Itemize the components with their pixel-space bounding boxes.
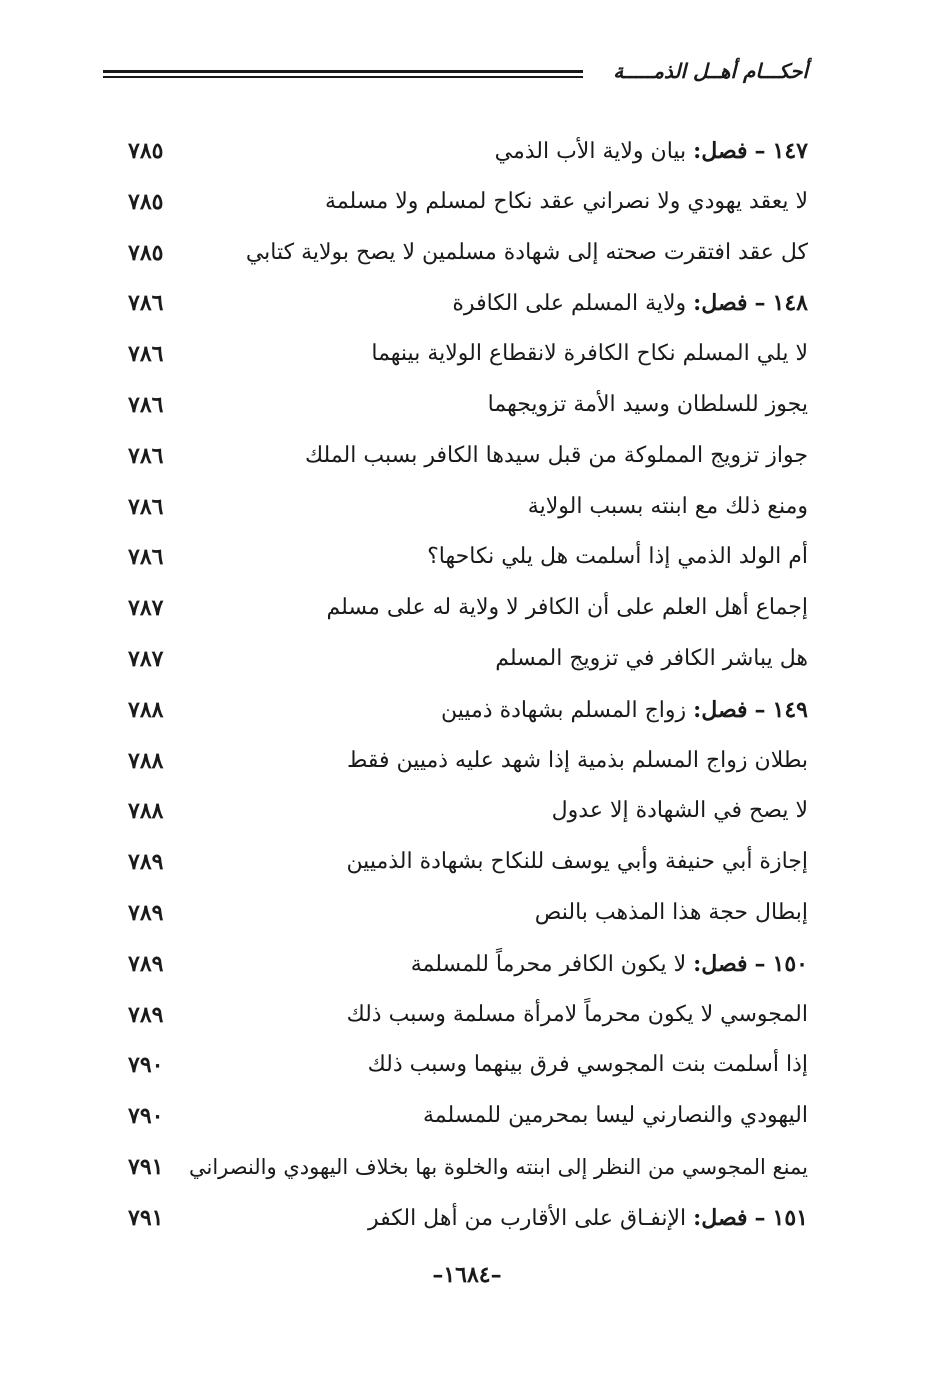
toc-section-row: [120, 278, 808, 329]
section-separator: –: [754, 290, 766, 317]
toc-entry-title: [327, 591, 808, 625]
toc-entry-title: [368, 1201, 808, 1236]
toc-page-number: ٧٨٥: [128, 239, 164, 266]
toc-page-number: ٧٨٩: [128, 950, 164, 977]
section-separator: –: [754, 696, 766, 723]
toc-page-number: ٧٩٠: [128, 1052, 164, 1079]
entry-text: جواز تزويج المملوكة من قبل سيدها الكافر بسبب الملك: [305, 442, 808, 468]
toc-entry-title: [441, 693, 808, 728]
section-label: فصل:: [693, 950, 748, 977]
toc-page-number: ٧٨٦: [128, 493, 164, 520]
entry-text: بيان ولاية الأب الذمي: [494, 139, 687, 164]
toc-page-number: ٧٨٩: [128, 1001, 164, 1028]
section-number: ١٤٩: [772, 696, 808, 723]
header-rule-thin: [103, 76, 583, 78]
toc-page-number: ٧٨٦: [128, 290, 164, 317]
toc-entry-title: [325, 185, 808, 219]
toc-page-number: ٧٩٠: [128, 1103, 164, 1130]
toc-entry-row: [120, 634, 808, 685]
toc-page-number: ٧٨٧: [128, 645, 164, 672]
entry-text: اليهودي والنصارني ليسا بمحرمين للمسلمة: [422, 1103, 808, 1129]
section-number: ١٤٨: [772, 290, 808, 317]
toc-entry-title: [347, 998, 808, 1032]
toc-entry-row: [120, 177, 808, 228]
header-rule-thick: [103, 70, 583, 73]
entry-text: ولاية المسلم على الكافرة: [452, 291, 687, 317]
toc-entry-title: [488, 388, 808, 422]
toc-page-number: ٧٨٧: [128, 595, 164, 622]
toc-page-number: ٧٩١: [128, 1204, 164, 1231]
entry-text: إجماع أهل العلم على أن الكافر لا ولاية له على مسلم: [326, 595, 808, 621]
toc-page-number: ٧٨٥: [128, 138, 164, 164]
entry-text: يجوز للسلطان وسيد الأمة تزويجهما: [487, 391, 808, 417]
toc-entry-row: [120, 228, 808, 279]
section-label: فصل:: [693, 138, 748, 164]
toc-entry-row: [120, 431, 808, 482]
toc-entry-title: [346, 845, 808, 879]
toc-entry-row: [120, 583, 808, 634]
entry-text: لا يلي المسلم نكاح الكافرة لانقطاع الولاية بينهما: [371, 341, 808, 367]
toc-entry-row: [120, 1091, 808, 1142]
section-label: فصل:: [693, 696, 748, 723]
toc-entry-row: [120, 786, 808, 837]
section-separator: –: [754, 1204, 766, 1231]
toc-entry-title: [305, 439, 808, 473]
toc-section-row: [120, 685, 808, 736]
toc-entry-row: [120, 380, 808, 431]
running-header-title: أحكـــام أهــل الذمـــــة: [613, 59, 808, 83]
toc-page-number: ٧٨٦: [128, 391, 164, 418]
toc-page-number: ٧٨٦: [128, 341, 164, 368]
section-separator: –: [754, 950, 766, 977]
toc-entry-title: [552, 794, 808, 828]
toc-entry-title: [535, 896, 808, 930]
entry-text: أم الولد الذمي إذا أسلمت هل يلي نكاحها؟: [427, 544, 808, 570]
entry-text: الإنفـاق على الأقارب من أهل الكفر: [367, 1205, 687, 1231]
toc-page-number: ٧٨٨: [128, 747, 164, 774]
toc-page-number: ٧٨٩: [128, 849, 164, 876]
toc-entry-title: [411, 947, 808, 982]
toc-entry-title: [495, 642, 808, 676]
toc-entry-row: [120, 532, 808, 583]
toc-entry-title: [427, 540, 808, 574]
toc-page-number: ٧٩١: [128, 1153, 164, 1180]
toc-entry-row: [120, 837, 808, 888]
toc-section-row: [120, 939, 808, 990]
toc-entry-title: [189, 1150, 808, 1184]
toc-entry-title: [528, 490, 808, 524]
toc-entry-title: [495, 134, 808, 169]
toc-page-number: ٧٨٦: [128, 544, 164, 571]
table-of-contents: [120, 126, 808, 1244]
toc-page-number: ٧٨٦: [128, 442, 164, 469]
entry-text: لا يكون الكافر محرماً للمسلمة: [410, 951, 687, 977]
section-separator: –: [754, 138, 766, 164]
toc-section-row: [120, 126, 808, 177]
entry-text: لا يعقد يهودي ولا نصراني عقد نكاح لمسلم ولا مسلمة: [325, 188, 808, 214]
toc-page-number: ٧٨٥: [128, 188, 164, 215]
section-label: فصل:: [693, 290, 748, 317]
toc-entry-title: [246, 236, 808, 270]
running-header: [103, 56, 808, 96]
section-number: ١٥٠: [772, 950, 808, 977]
entry-text: زواج المسلم بشهادة ذميين: [441, 697, 687, 723]
toc-entry-row: [120, 888, 808, 939]
toc-entry-title: [423, 1099, 808, 1133]
section-number: ١٥١: [772, 1204, 808, 1231]
toc-entry-title: [371, 337, 808, 371]
page-number: –١٦٨٤–: [432, 1262, 502, 1288]
entry-text: المجوسي لا يكون محرماً لامرأة مسلمة وسبب ذلك: [346, 1001, 808, 1027]
toc-entry-title: [347, 744, 808, 778]
toc-page-number: ٧٨٩: [128, 899, 164, 926]
entry-text: لا يصح في الشهادة إلا عدول: [551, 798, 808, 824]
section-label: فصل:: [693, 1204, 748, 1231]
toc-entry-row: [120, 329, 808, 380]
toc-entry-row: [120, 736, 808, 787]
entry-text: إذا أسلمت بنت المجوسي فرق بينهما وسبب ذلك: [367, 1052, 808, 1078]
toc-section-row: [120, 1193, 808, 1244]
entry-text: إبطال حجة هذا المذهب بالنص: [534, 899, 808, 925]
toc-entry-row: [120, 1040, 808, 1091]
toc-entry-row: [120, 482, 808, 533]
entry-text: هل يباشر الكافر في تزويج المسلم: [495, 645, 808, 671]
section-number: ١٤٧: [772, 138, 808, 164]
entry-text: كل عقد افتقرت صحته إلى شهادة مسلمين لا يصح بولاية كتابي: [245, 239, 808, 265]
toc-page-number: ٧٨٨: [128, 798, 164, 825]
entry-text: إجازة أبي حنيفة وأبي يوسف للنكاح بشهادة الذميين: [346, 849, 808, 875]
toc-entry-row: [120, 1142, 808, 1193]
toc-page-number: ٧٨٨: [128, 696, 164, 723]
toc-entry-title: [452, 286, 808, 321]
entry-text: يمنع المجوسي من النظر إلى ابنته والخلوة بها بخلاف اليهودي والنصراني: [188, 1154, 808, 1179]
toc-entry-title: [368, 1048, 808, 1082]
entry-text: ومنع ذلك مع ابنته بسبب الولاية: [527, 493, 808, 519]
entry-text: بطلان زواج المسلم بذمية إذا شهد عليه ذميين فقط: [346, 747, 808, 773]
toc-entry-row: [120, 990, 808, 1041]
